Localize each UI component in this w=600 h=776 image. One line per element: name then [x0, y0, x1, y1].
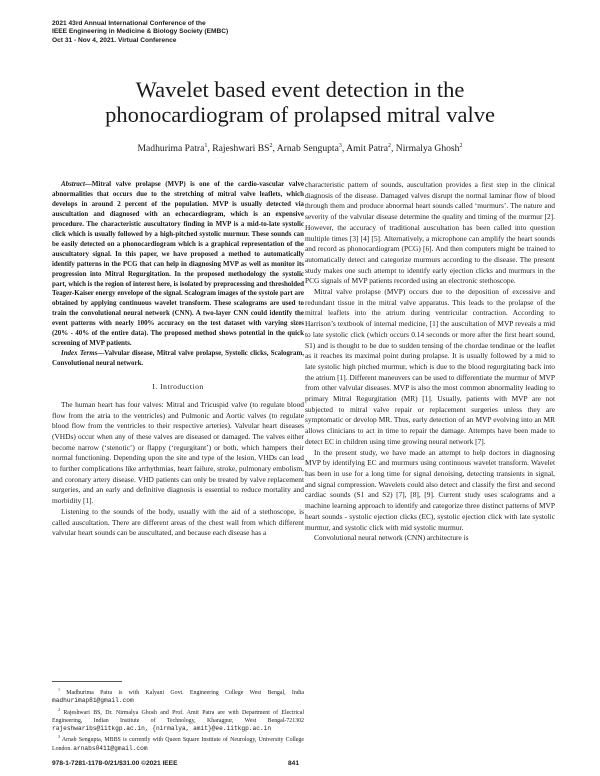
author-affiliation-mark: 3 — [338, 143, 342, 149]
title-line-2: phonocardiogram of prolapsed mitral valve — [105, 102, 495, 127]
footnote-text: Madhurima Patra is with Kalyani Govt. Engineering College West Bengal, India — [66, 689, 304, 696]
footnote-rule — [52, 681, 122, 682]
section-heading-introduction: I. Introduction — [152, 382, 204, 392]
footnote — [52, 706, 304, 734]
footnote-mark: 3 — [58, 734, 60, 740]
left-column — [52, 180, 304, 539]
footnotes — [52, 686, 304, 753]
index-terms-label: Index Terms — [61, 349, 98, 358]
paper-title — [40, 77, 560, 127]
author-name: Amit Patra — [346, 143, 388, 155]
footnote — [52, 686, 304, 706]
body-paragraph: Convolutional neural network (CNN) architecture is — [314, 533, 469, 543]
copyright-footer: 978-1-7281-1178-0/21/$31.00 ©2021 IEEE — [52, 760, 178, 767]
footnote-mark: 2 — [58, 706, 60, 712]
footnote-email: rajeshwaribs@iitkgp.ac.in, {nirmalya, amit}@ee.iitkgp.ac.in — [52, 725, 272, 733]
footnote-text: Arnab Sengupta, MBBS is currently with Queen Square Institute of Neurology, University College London. — [52, 737, 304, 752]
conference-line-2: IEEE Engineering in Medicine & Biology Society (EMBC) — [52, 28, 229, 36]
author-affiliation-mark: 1 — [204, 143, 208, 149]
author-affiliation-mark: 2 — [387, 143, 391, 149]
conference-header — [52, 20, 312, 45]
abstract-text: —Mitral valve prolapse (MVP) is one of the cardio-vascular valve abnormalities that occurs due to the stretching of mitral valve leaflets, which develops in around 2 percent of the population. MVP is usually detected via auscultation and diagnosed with an echocardiogram, which is an expensive procedure. The characteristic auscultatory finding in MVP is a mid-to-late systolic click which is usually followed by a high-pitched systolic murmur. These sounds can be easily detected on a phonocardiogram which is a graphical representation of the auscultatory signal. In this paper, we have proposed a method to automatically identify patterns in the PCG that can help in diagnosing MVP as well as monitor its progression into Mitral Regurgitation. In the proposed methodology the systolic part, which is the region of interest here, is isolated by preprocessing and thresholded Teager-Kaiser energy envelope of the signal. Scalogram images of the systole part are obtained by applying continuous wavelet transform. These scalograms are used to train the convolutional neural network (CNN). A two-layer CNN could identify the event patterns with nearly 100% accuracy on the test dataset with varying sizes (20% - 40% of the entire data). The proposed method shows potential in the quick screening of MVP patients. — [52, 180, 304, 348]
author-affiliation-mark: 2 — [459, 143, 463, 149]
body-paragraph: Mitral valve prolapse (MVP) occurs due to the deposition of excessive and redundant tissue in the mitral valve apparatus. This leads to the prolapse of the mitral leaflets into the atrium during ventricular contraction. According to Harrison’s textbook of internal medicine, [1] the auscultation of MVP reveals a mid to late systolic click (which occurs 0.14 seconds or more after the first heart sound, S1) and is thought to be due to sudden tensing of the chordae tendinae or the leaflet as it reaches its maximal point during prolapse. It is usually followed by a mid to late systolic high pitched murmur, which is due to the blood regurgitating back into the atrium [1]. Different maneuvers can be used to differentiate the murmur of MVP from other valvular diseases. MVP is also the most common abnormality leading to primary Mitral Regurgitation (MR) [1]. Usually, patients with MVP are not subjected to mitral valve repair or replacement surgeries unless they are symptomatic or develop MR. Thus, early detection of an MVP evolving into an MR allows clinicians to act in time to repair the damage. Attempts have been made to detect EC in children using time growing neural network [7]. — [305, 287, 555, 446]
author-list: Madhurima Patra$^1$, Rajeshwari $BS^2$, Arnab Sengupta$^3$, Amit Patra$^2$, Nirmalya Ghosh$^2$ — [137, 143, 463, 155]
author-name: Arnab Sengupta — [276, 143, 339, 155]
conference-line-3: Oct 31 - Nov 4, 2021. Virtual Conference — [52, 36, 177, 44]
footnote — [52, 733, 304, 753]
footnote-email: madhurimap81@gmail.com — [52, 697, 134, 705]
author-name: Nirmalya Ghosh — [395, 143, 460, 155]
footnote-mark: 1 — [58, 687, 60, 692]
abstract-label: Abstract — [61, 180, 85, 188]
body-paragraph: Listening to the sounds of the body, usually with the aid of a stethoscope, is called auscultation. There are different areas of the chest wall from which different valvular heart sounds can be auscultated, and because each disease has a — [52, 506, 304, 538]
author-name: Rajeshwari BS — [212, 143, 270, 155]
right-column — [305, 180, 555, 544]
page-number: 841 — [288, 760, 300, 767]
body-paragraph: characteristic pattern of sounds, auscultation provides a first step in the clinical diagnosis of the disease. Damaged valves disrupt the normal laminar flow of blood through them and produce abnormal heart sounds called ‘murmurs’. The nature and severity of the valvular disease determine the quality and timing of the murmur [2]. However, the accuracy of traditional auscultation has been called into question multiple times [3] [4] [5]. Alternatively, a microphone can amplify the heart sounds and record as phonocardiogram (PCG) [6]. And then computers might be trained to automatically detect and categorize murmurs according to the disease. The present study makes one such attempt to identify early ejection clicks and murmurs in the PCG signals of MVP patients recorded using an electronic stethoscope. — [305, 180, 555, 286]
index-terms-text: —Valvular disease, Mitral valve prolapse, Systolic clicks, Scalogram, Convolutional neural network. — [52, 349, 304, 368]
conference-line-1: 2021 43rd Annual International Conference of the — [52, 20, 206, 27]
author-name: Madhurima Patra — [137, 143, 205, 155]
title-line-1: Wavelet based event detection in the — [135, 77, 465, 102]
author-affiliation-mark: 2 — [269, 143, 273, 149]
footnote-text: Rajeshwari BS, Dr. Nirmalya Ghosh and Prof. Amit Patra are with Department of Electrical Engineering, Indian Institute of Technology, Kharagpur, West Bengal-721302 — [52, 709, 304, 724]
body-paragraph: The human heart has four valves: Mitral and Tricuspid valve (to regulate blood flow from the atria to the ventricles) and Pulmonic and Aortic valves (to regulate blood flow from the ventricles to their respective arteries). Valvular heart diseases (VHDs) occur when any of these valves are diseased or damaged. The valves either become narrow (‘stenotic’) or flappy (‘regurgitant’) or both, which hampers their normal functioning. Depending upon the site and type of the lesion, VHDs can lead to further complications like arrhythmias, heart failure, stroke, pulmonary embolism, and coronary artery disease. VHD patients can only be treated by valve replacement surgeries, and an early and definitive diagnosis is essential to reduce mortality and morbidity [1]. — [52, 399, 304, 506]
footnote-email: arnabs0411@gmail.com — [73, 744, 148, 752]
body-paragraph: In the present study, we have made an attempt to help doctors in diagnosing MVP by identifying EC and murmurs using continuous wavelet transform. Wavelet has been in use for a long time for signal denoising, detecting transients in signal, and signal compression. Wavelets could also detect and classify the first and second cardiac sounds (S1 and S2) [7], [8], [9]. Current study uses scalograms and a machine learning approach to identify and categorize three distinct patterns of MVP heart sounds - systolic ejection clicks (EC), systolic ejection click with late systolic murmur, and systolic click with mid systolic murmur. — [305, 447, 555, 532]
index-terms — [52, 349, 304, 369]
abstract — [52, 180, 304, 349]
